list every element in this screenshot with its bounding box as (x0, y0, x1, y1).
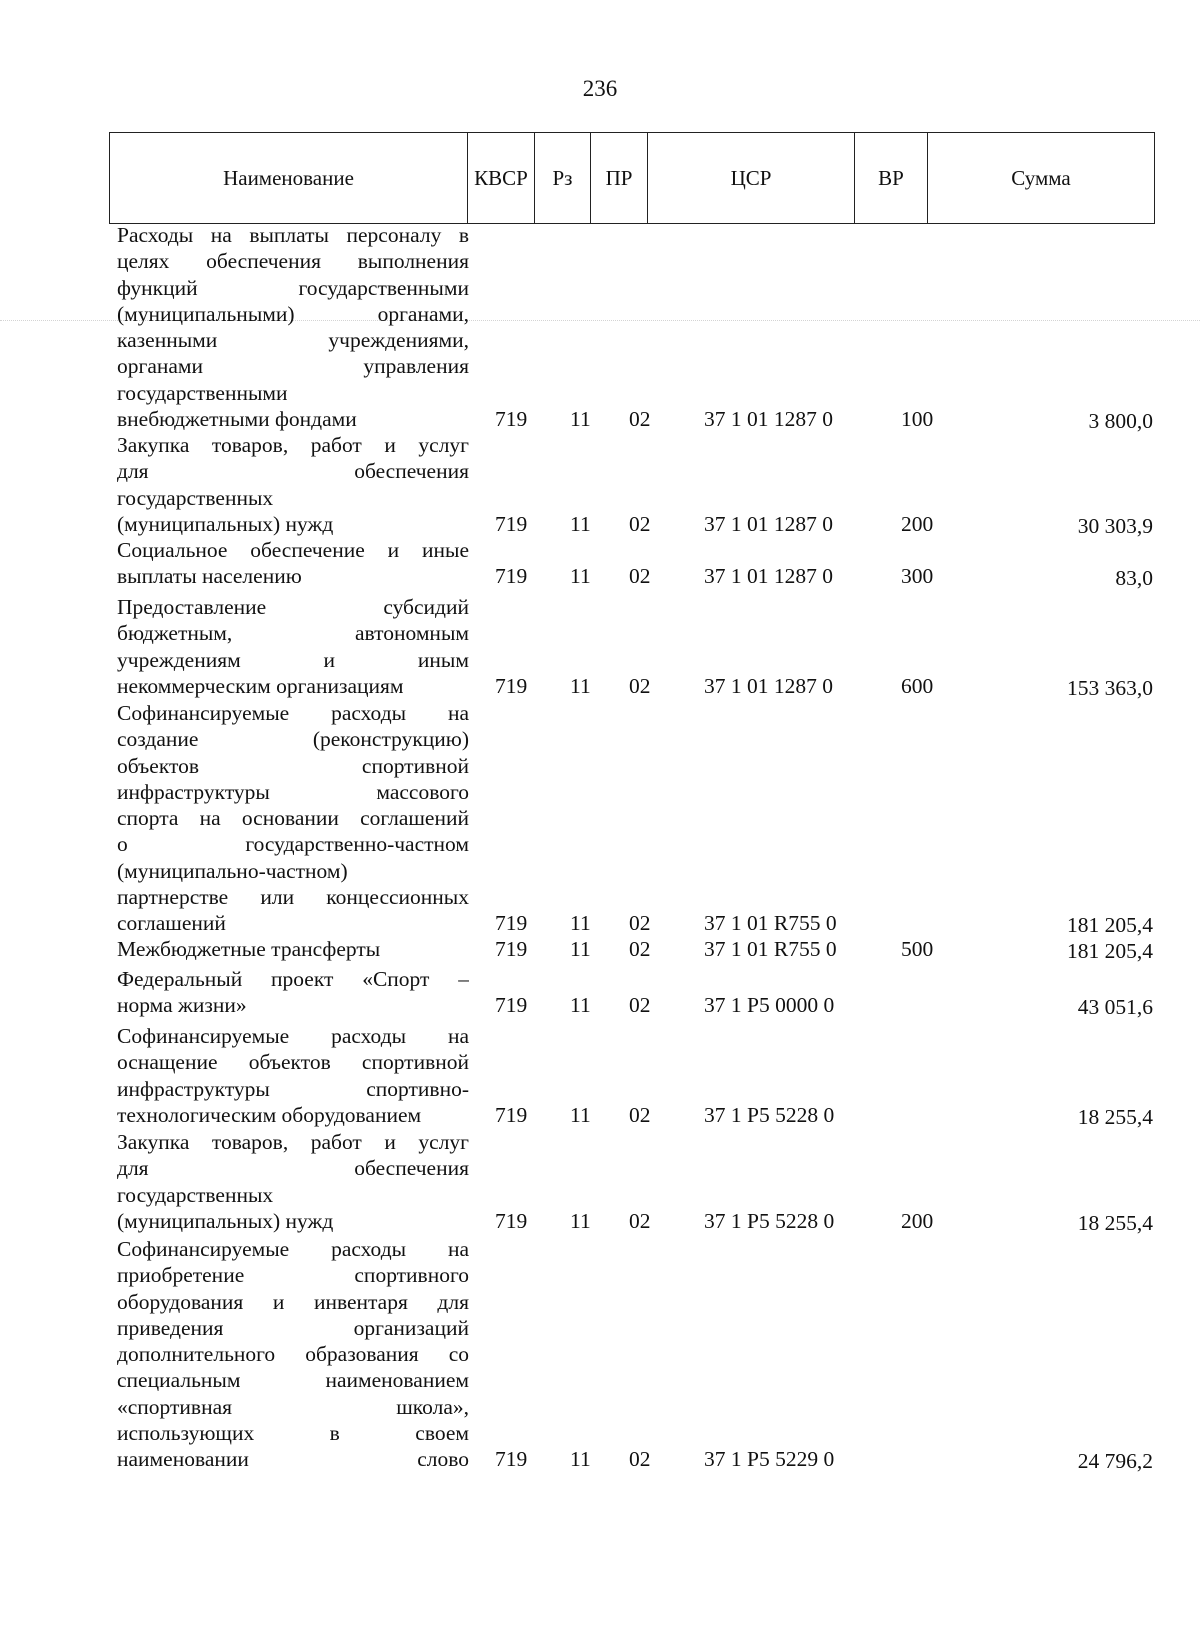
cell-kvsr: 719 (495, 911, 528, 936)
cell-rz: 11 (570, 937, 591, 961)
cell-pr: 02 (629, 511, 651, 536)
row-name-line: соглашений (117, 911, 226, 936)
cell-csr: 37 1 01 1287 0 (704, 673, 833, 698)
row-name-line: (муниципальных) нужд (117, 511, 334, 536)
cell-rz: 11 (570, 564, 591, 589)
cell-pr: 02 (629, 673, 651, 698)
row-name-line: «спортивная школа», (117, 1394, 469, 1419)
cell-csr: 37 1 01 1287 0 (704, 511, 833, 536)
header-name: Наименование (110, 133, 468, 224)
cell-kvsr: 719 (495, 937, 528, 961)
cell-vr: 200 (901, 511, 934, 536)
cell-vr: 500 (901, 937, 934, 961)
cell-kvsr: 719 (495, 407, 528, 432)
row-name-line: оснащение объектов спортивной (117, 1050, 469, 1075)
row-name-line: целях обеспечения выполнения (117, 249, 469, 274)
cell-rz: 11 (570, 1447, 591, 1472)
row-name-line: инфраструктуры спортивно- (117, 1076, 469, 1101)
row-name-line: Закупка товаров, работ и услуг (117, 433, 469, 457)
row-name-line: приведения организаций (117, 1315, 469, 1340)
row-name-line: выплаты населению (117, 564, 302, 589)
cell-csr: 37 1 01 R755 0 (704, 911, 837, 936)
row-name-line: (муниципальными) органами, (117, 301, 469, 326)
row-name-line: дополнительного образования со (117, 1342, 469, 1367)
cell-csr: 37 1 P5 5228 0 (704, 1102, 835, 1127)
row-name-line: внебюджетными фондами (117, 407, 357, 432)
row-name (117, 594, 469, 699)
row-name-line: технологическим оборудованием (117, 1102, 422, 1127)
row-name-line: инфраструктуры массового (117, 779, 469, 804)
cell-rz: 11 (570, 673, 591, 698)
row-name-line: использующих в своем (117, 1421, 469, 1446)
row-name-line: государственных (117, 1182, 274, 1207)
row-name-line: функций государственными (117, 275, 469, 300)
cell-sum: 3 800,0 (1088, 409, 1153, 434)
row-name-line: норма жизни» (117, 993, 247, 1018)
header-kvsr: КВСР (468, 133, 535, 224)
cell-sum: 30 303,9 (1077, 513, 1153, 538)
cell-kvsr: 719 (495, 564, 528, 589)
cell-sum: 181 205,4 (1067, 939, 1153, 963)
cell-pr: 02 (629, 1447, 651, 1472)
cell-rz: 11 (570, 1102, 591, 1127)
cell-sum: 24 796,2 (1077, 1449, 1153, 1474)
cell-csr: 37 1 01 1287 0 (704, 564, 833, 589)
row-name-line: партнерстве или концессионных (117, 885, 469, 910)
cell-pr: 02 (629, 993, 651, 1018)
header-csr: ЦСР (648, 133, 855, 224)
cell-rz: 11 (570, 511, 591, 536)
cell-csr: 37 1 P5 5228 0 (704, 1208, 835, 1233)
row-name-line: бюджетным, автономным (117, 621, 469, 646)
cell-pr: 02 (629, 1208, 651, 1233)
row-name-line: государственными (117, 380, 288, 405)
row-name-line: (муниципальных) нужд (117, 1208, 334, 1233)
cell-kvsr: 719 (495, 1447, 528, 1472)
header-sum: Сумма (928, 133, 1155, 224)
cell-rz: 11 (570, 993, 591, 1018)
cell-kvsr: 719 (495, 993, 528, 1018)
cell-vr: 200 (901, 1208, 934, 1233)
cell-sum: 18 255,4 (1077, 1210, 1153, 1235)
row-name-line: (муниципально-частном) (117, 858, 348, 883)
row-name (117, 700, 469, 937)
cell-sum: 153 363,0 (1067, 675, 1153, 700)
row-name-line: Предоставление субсидий (117, 595, 469, 619)
row-name-line: наименовании слово (117, 1447, 469, 1472)
row-name (117, 222, 469, 432)
cell-csr: 37 1 01 1287 0 (704, 407, 833, 432)
row-name-line: специальным наименованием (117, 1368, 469, 1393)
row-name-line: создание (реконструкцию) (117, 727, 469, 752)
cell-vr: 300 (901, 564, 934, 589)
row-name-line: органами управления (117, 354, 469, 379)
table-header (109, 132, 1155, 224)
row-name (117, 1129, 469, 1234)
row-name (117, 1236, 469, 1473)
header-rz: Рз (535, 133, 591, 224)
cell-kvsr: 719 (495, 673, 528, 698)
row-name-line: государственных (117, 485, 274, 510)
cell-pr: 02 (629, 937, 651, 961)
cell-pr: 02 (629, 407, 651, 432)
page-number: 236 (582, 76, 618, 101)
cell-vr: 600 (901, 673, 934, 698)
cell-kvsr: 719 (495, 1102, 528, 1127)
row-name-line: приобретение спортивного (117, 1263, 469, 1288)
row-name-line: оборудования и инвентаря для (117, 1289, 469, 1314)
row-name-line: некоммерческим организациям (117, 673, 404, 698)
cell-sum: 43 051,6 (1077, 995, 1153, 1020)
row-name-line: Софинансируемые расходы на (117, 1237, 469, 1261)
row-name-line: казенными учреждениями, (117, 328, 469, 353)
row-name (117, 936, 469, 962)
row-name (117, 966, 469, 1019)
row-name (117, 432, 469, 537)
cell-kvsr: 719 (495, 511, 528, 536)
cell-csr: 37 1 P5 5229 0 (704, 1447, 835, 1472)
cell-pr: 02 (629, 911, 651, 936)
row-name-line: Расходы на выплаты персоналу в (117, 223, 469, 247)
row-name-line: объектов спортивной (117, 753, 469, 778)
row-name-line: Федеральный проект «Спорт – (117, 967, 469, 991)
header-vr: ВР (855, 133, 928, 224)
row-name-line: Софинансируемые расходы на (117, 701, 469, 725)
cell-rz: 11 (570, 911, 591, 936)
row-name-line: для обеспечения (117, 459, 469, 484)
cell-kvsr: 719 (495, 1208, 528, 1233)
cell-sum: 181 205,4 (1067, 913, 1153, 938)
cell-csr: 37 1 P5 0000 0 (704, 993, 835, 1018)
cell-rz: 11 (570, 1208, 591, 1233)
header-pr: ПР (591, 133, 648, 224)
cell-pr: 02 (629, 1102, 651, 1127)
row-name-line: Социальное обеспечение и иные (117, 538, 469, 562)
row-name-line: Софинансируемые расходы на (117, 1024, 469, 1048)
cell-sum: 83,0 (1115, 566, 1153, 591)
row-name (117, 537, 469, 590)
cell-rz: 11 (570, 407, 591, 432)
cell-vr: 100 (901, 407, 934, 432)
cell-sum: 18 255,4 (1077, 1104, 1153, 1129)
row-name-line: о государственно-частном (117, 832, 469, 857)
row-name-line: спорта на основании соглашений (117, 806, 469, 831)
row-name-line: Межбюджетные трансферты (117, 937, 381, 961)
cell-pr: 02 (629, 564, 651, 589)
cell-csr: 37 1 01 R755 0 (704, 937, 837, 961)
row-name (117, 1023, 469, 1128)
row-name-line: для обеспечения (117, 1156, 469, 1181)
row-name-line: Закупка товаров, работ и услуг (117, 1130, 469, 1154)
row-name-line: учреждениям и иным (117, 647, 469, 672)
